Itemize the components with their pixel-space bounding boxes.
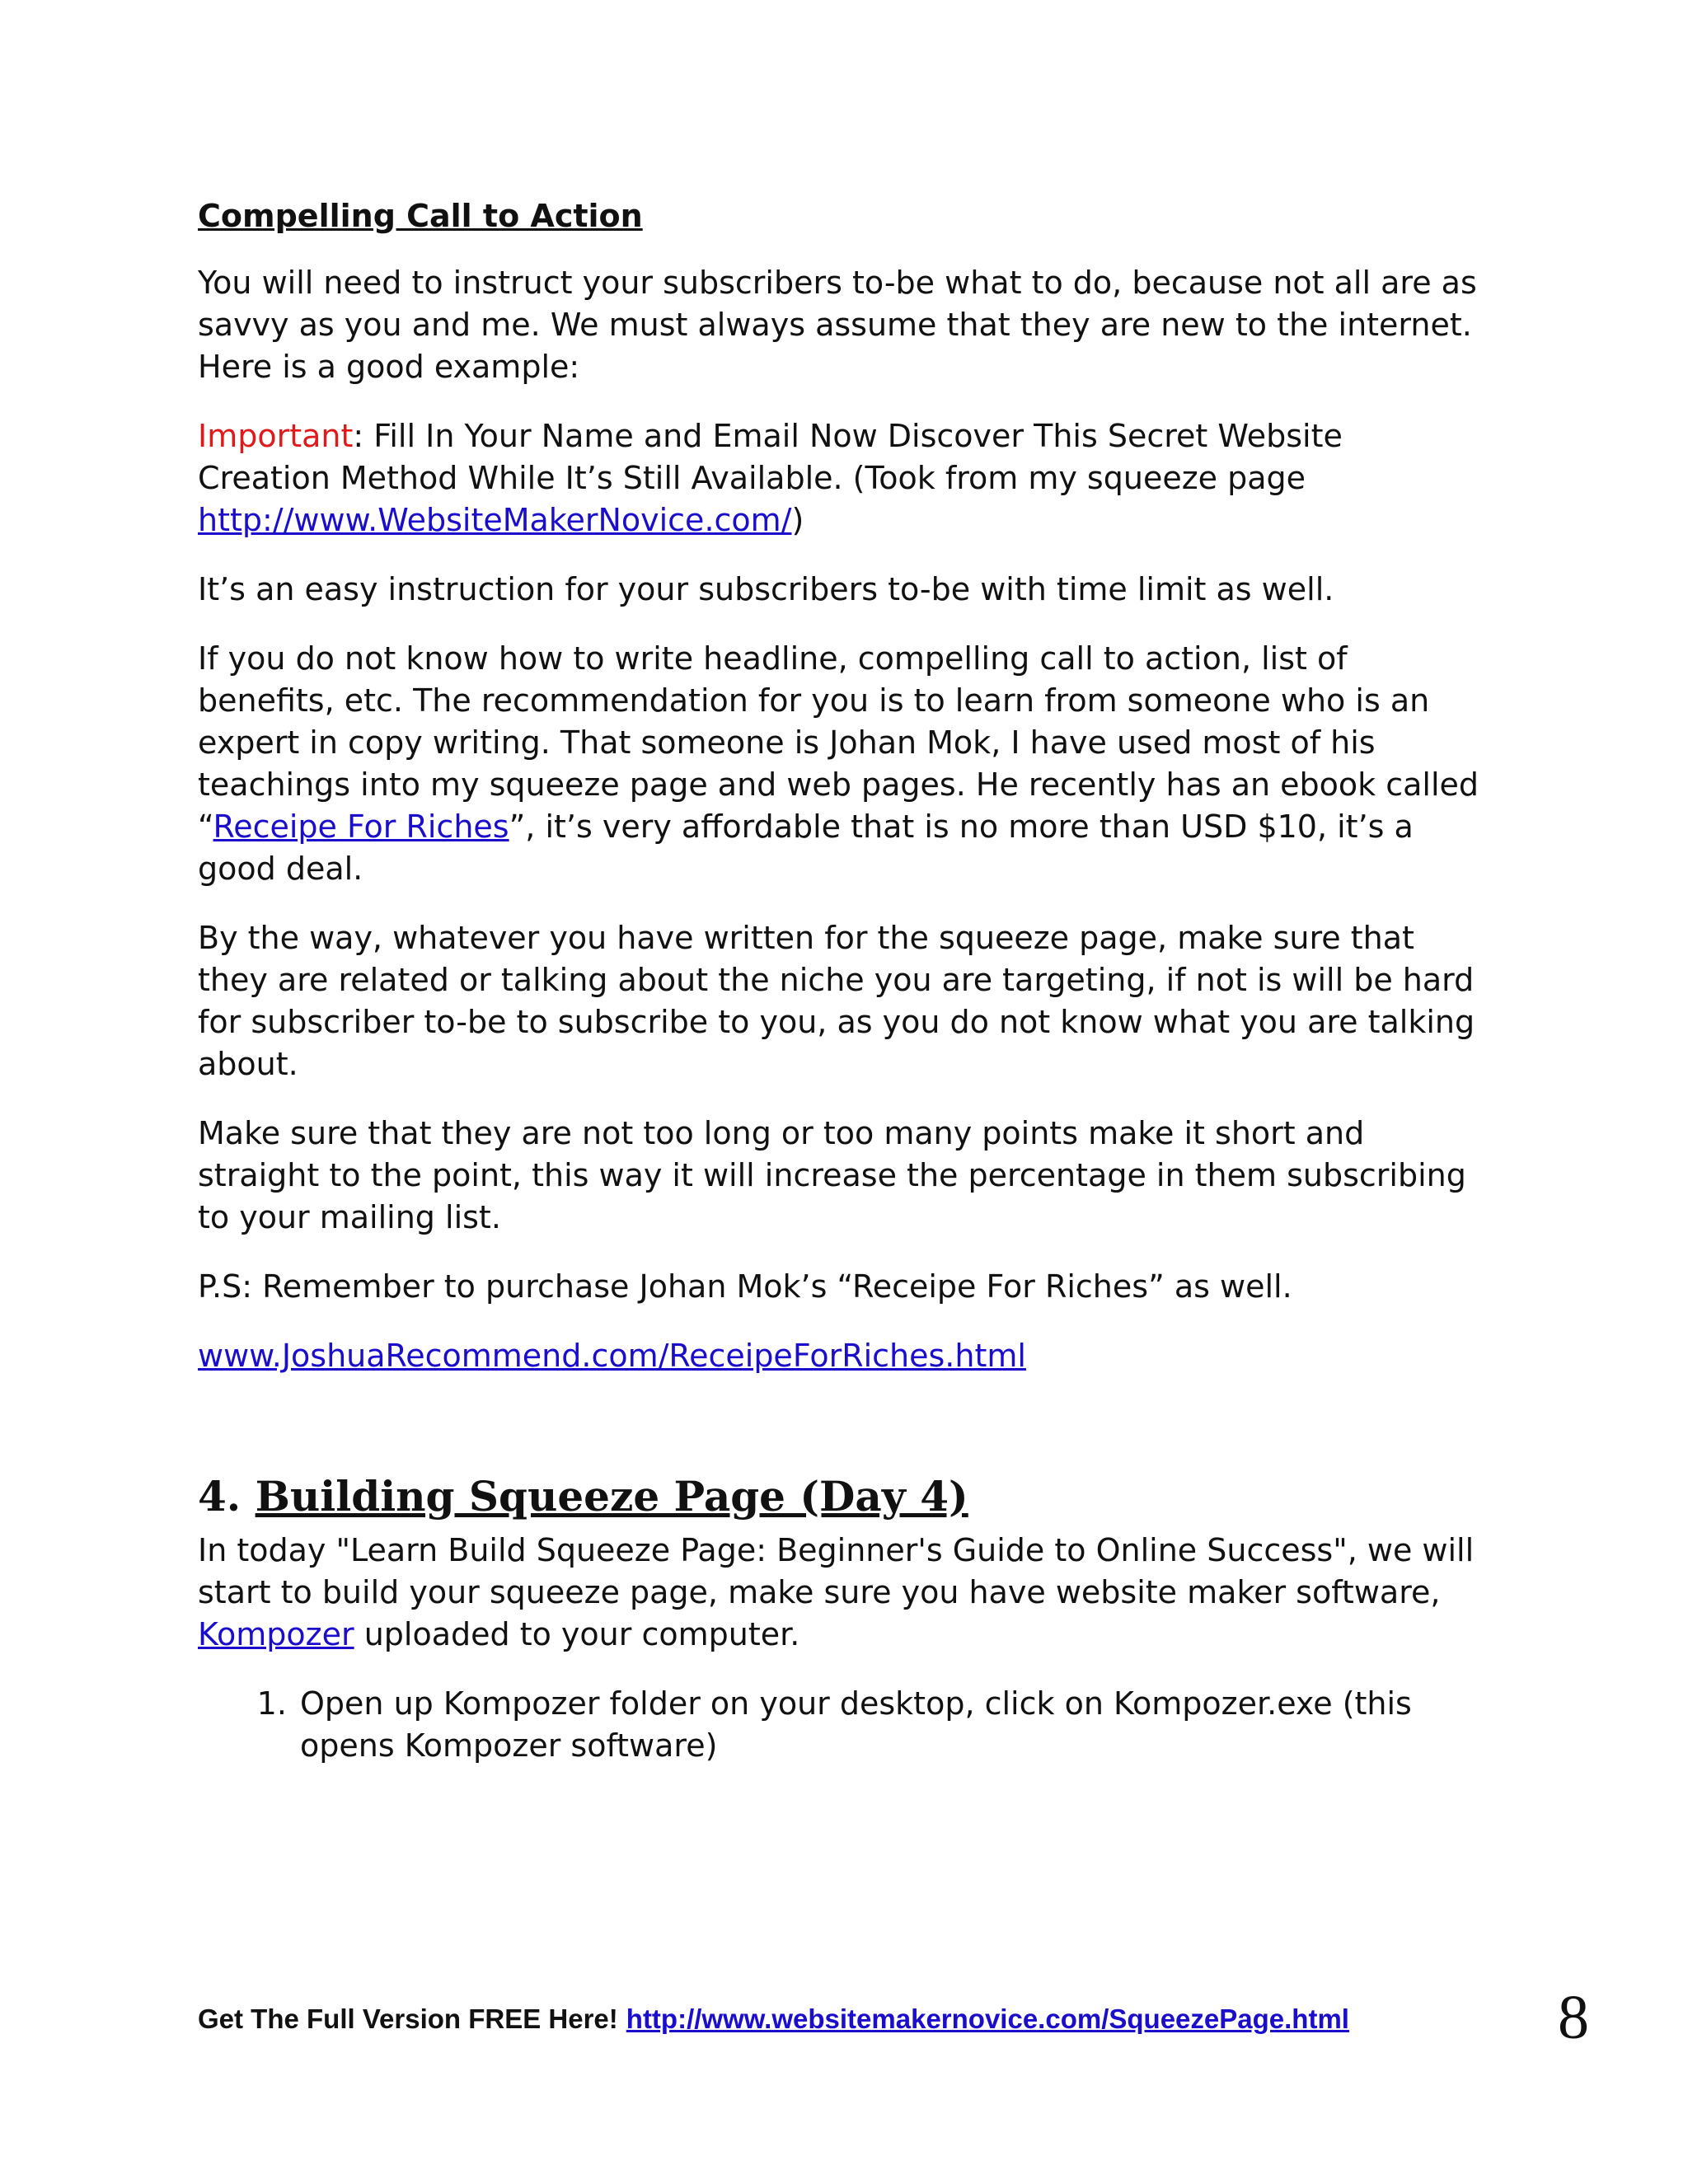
paragraph-recommendation <box>198 638 1484 890</box>
recommendation-end: ”, it’s very affordable that is no more than USD $10, it’s a good deal. <box>198 808 1414 887</box>
paragraph-example <box>198 415 1484 541</box>
example-close-paren: ) <box>791 502 804 538</box>
page-content <box>198 194 1484 1767</box>
joshua-recommend-link[interactable]: www.JoshuaRecommend.com/ReceipeForRiches.html <box>198 1338 1026 1374</box>
website-maker-novice-link[interactable]: http://www.WebsiteMakerNovice.com/ <box>198 502 792 538</box>
footer <box>198 2001 1349 2037</box>
paragraph-short-points: Make sure that they are not too long or too many points make it short and straight to the point, this way it will increase the percentage in them subscribing to your mailing list. <box>198 1115 1466 1235</box>
page-number: 8 <box>1558 1983 1589 2052</box>
section-spacer <box>198 1404 1484 1470</box>
chapter-intro-text: In today "Learn Build Squeeze Page: Beginner's Guide to Online Success", we will start to build your squeeze page, make sure you have website maker software, <box>198 1532 1475 1610</box>
list-item: 1. Open up Kompozer folder on your desktop, click on Kompozer.exe (this opens Kompozer software) <box>297 1683 1484 1767</box>
paragraph-intro: You will need to instruct your subscribers to-be what to do, because not all are as savvy as you and me. We must always assume that they are new to the internet. Here is a good example: <box>198 265 1477 385</box>
chapter-number: 4. <box>198 1472 241 1521</box>
steps-list <box>198 1683 1484 1767</box>
chapter-title: Building Squeeze Page (Day 4) <box>255 1472 968 1521</box>
recommendation-text: If you do not know how to write headline, compelling call to action, list of benefits, etc. The recommendation for you is to learn from someone who is an expert in copy writing. That someone is Johan Mok, I have used most of his teachings into my squeeze page and web pages. He recently has an ebook called “ <box>198 640 1479 845</box>
footer-text: Get The Full Version FREE Here! <box>198 2004 618 2034</box>
important-label: Important <box>198 418 354 454</box>
paragraph-ps: P.S: Remember to purchase Johan Mok’s “Receipe For Riches” as well. <box>198 1268 1292 1305</box>
example-text: : Fill In Your Name and Email Now Discover This Secret Website Creation Method While It’s Still Available. (Took from my squeeze page <box>198 418 1343 496</box>
chapter-heading <box>198 1470 1484 1523</box>
paragraph-niche: By the way, whatever you have written for the squeeze page, make sure that they are related or talking about the niche you are targeting, if not is will be hard for subscriber to-be to subscribe to you, as you do not know what you are talking about. <box>198 920 1475 1082</box>
chapter-intro <box>198 1530 1484 1656</box>
kompozer-link[interactable]: Kompozer <box>198 1616 354 1652</box>
paragraph-easy-instruction: It’s an easy instruction for your subscribers to-be with time limit as well. <box>198 571 1334 607</box>
section-heading: Compelling Call to Action <box>198 198 643 234</box>
chapter-intro-end: uploaded to your computer. <box>354 1616 800 1652</box>
receipe-for-riches-link[interactable]: Receipe For Riches <box>213 808 509 845</box>
paragraph-recommend-link <box>198 1335 1484 1377</box>
footer-link[interactable]: http://www.websitemakernovice.com/SqueezePage.html <box>626 2004 1349 2034</box>
